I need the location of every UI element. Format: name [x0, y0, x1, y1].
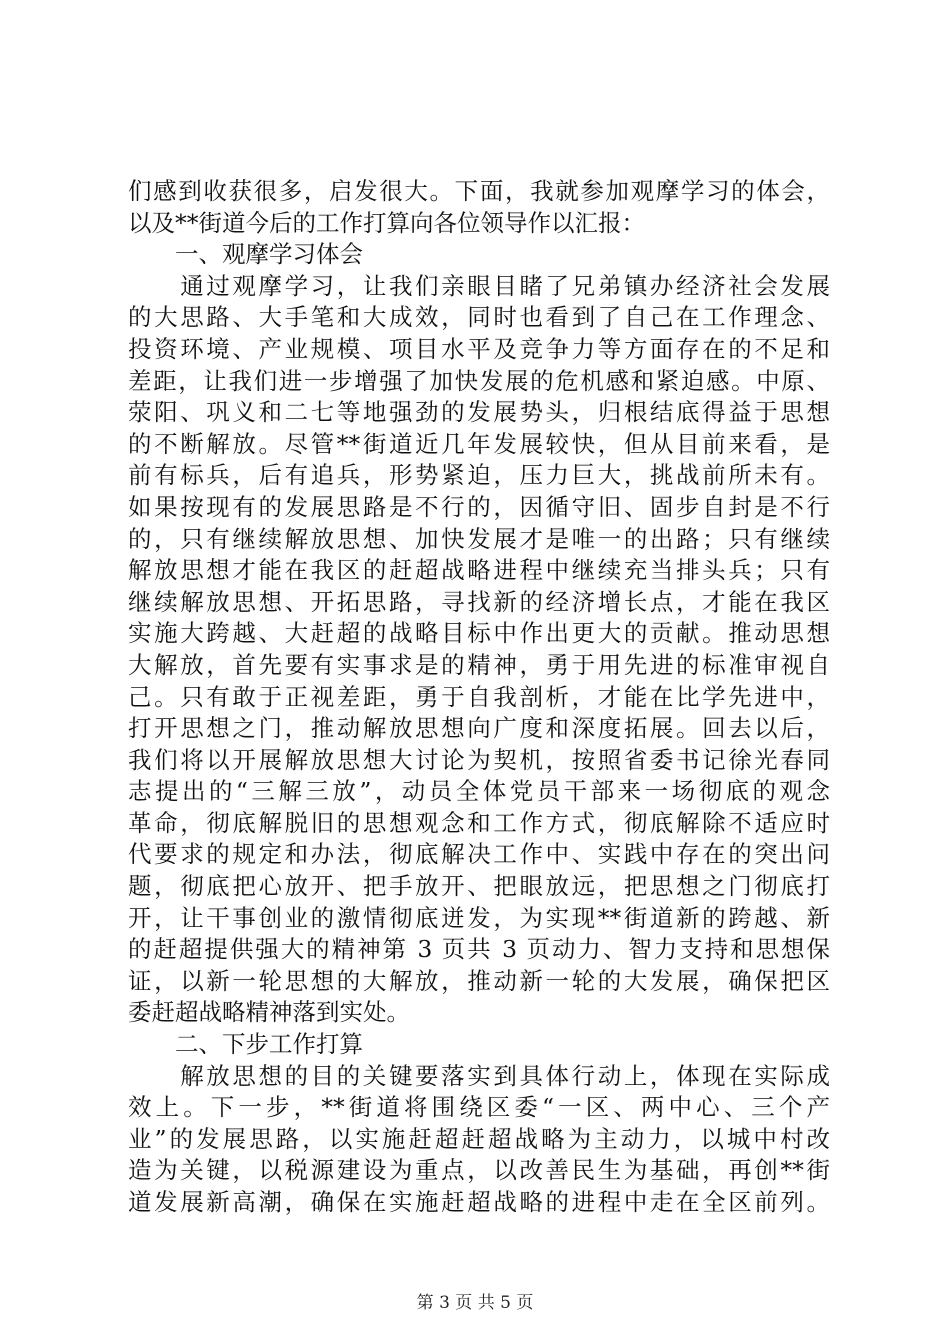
text-line: 代要求的规定和办法，彻底解决工作中、实践中存在的突出问	[128, 840, 830, 869]
text-line: 前有标兵，后有追兵，形势紧迫，压力巨大，挑战前所未有。	[128, 461, 830, 490]
text-line: 通过观摩学习，让我们亲眼目睹了兄弟镇办经济社会发展	[128, 271, 830, 300]
text-line: 大解放，首先要有实事求是的精神，勇于用先进的标准审视自	[128, 650, 830, 679]
text-line: 如果按现有的发展思路是不行的，因循守旧、固步自封是不行	[128, 492, 830, 521]
document-body	[128, 176, 830, 1219]
text-line: 们感到收获很多，启发很大。下面，我就参加观摩学习的体会，	[128, 177, 830, 205]
section-heading: 一、观摩学习体会	[128, 240, 363, 269]
text-line: 志提出的“三解三放”，动员全体党员干部来一场彻底的观念	[128, 777, 830, 806]
text-line: 投资环境、产业规模、项目水平及竞争力等方面存在的不足和	[128, 334, 830, 363]
text-line: 造为关键，以税源建设为重点，以改善民生为基础，再创**街	[128, 1156, 830, 1185]
text-line: 打开思想之门，推动解放思想向广度和深度拓展。回去以后，	[128, 714, 830, 743]
section-heading: 二、下步工作打算	[128, 1030, 363, 1059]
text-line: 的不断解放。尽管**街道近几年发展较快，但从目前来看，是	[128, 429, 830, 458]
text-line: 证，以新一轮思想的大解放，推动新一轮的大发展，确保把区	[128, 966, 830, 995]
text-line: 的赶超提供强大的精神第 3 页共 3 页动力、智力支持和思想保	[128, 935, 830, 964]
text-line: 荥阳、巩义和二七等地强劲的发展势头，归根结底得益于思想	[128, 398, 830, 427]
text-line: 的大思路、大手笔和大成效，同时也看到了自己在工作理念、	[128, 303, 830, 332]
text-line: 开，让干事创业的激情彻底迸发，为实现**街道新的跨越、新	[128, 903, 830, 932]
text-line: 己。只有敢于正视差距，勇于自我剖析，才能在比学先进中，	[128, 682, 830, 711]
text-line: 解放思想才能在我区的赶超战略进程中继续充当排头兵；只有	[128, 556, 830, 585]
text-line: 委赶超战略精神落到实处。	[128, 998, 410, 1027]
text-line: 解放思想的目的关键要落实到具体行动上，体现在实际成	[128, 1061, 830, 1090]
text-line: 题，彻底把心放开、把手放开、把眼放远，把思想之门彻底打	[128, 872, 830, 901]
text-line: 效上。下一步，**街道将围绕区委“一区、两中心、三个产	[128, 1093, 830, 1122]
text-line: 业”的发展思路，以实施赶超赶超战略为主动力，以城中村改	[128, 1124, 830, 1153]
text-line: 的，只有继续解放思想、加快发展才是唯一的出路；只有继续	[128, 524, 830, 553]
text-line: 实施大跨越、大赶超的战略目标中作出更大的贡献。推动思想	[128, 619, 830, 648]
page-footer: 第 3 页 共 5 页	[416, 1293, 534, 1313]
text-line: 革命，彻底解脱旧的思想观念和工作方式，彻底解除不适应时	[128, 808, 830, 837]
text-line: 我们将以开展解放思想大讨论为契机，按照省委书记徐光春同	[128, 745, 830, 774]
text-line: 以及**街道今后的工作打算向各位领导作以汇报：	[128, 208, 645, 237]
text-line: 差距，让我们进一步增强了加快发展的危机感和紧迫感。中原、	[128, 366, 830, 395]
text-line: 道发展新高潮，确保在实施赶超战略的进程中走在全区前列。	[128, 1188, 830, 1216]
text-line: 继续解放思想、开拓思路，寻找新的经济增长点，才能在我区	[128, 587, 830, 616]
